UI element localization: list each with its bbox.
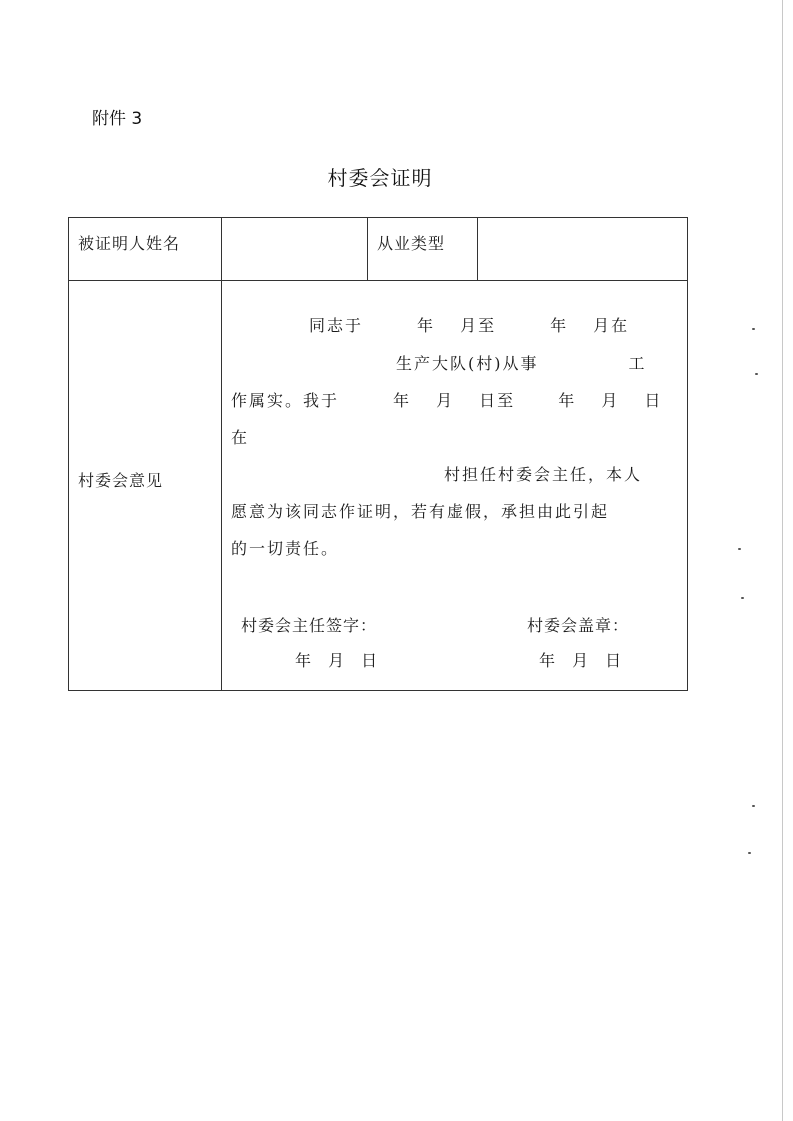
statement-line-7: 的一切责任。: [231, 539, 340, 558]
seal-date: 年 月 日: [539, 651, 628, 670]
statement-line-1: 同志于 年 月至 年 月在: [309, 316, 630, 335]
label-column-divider: [221, 218, 222, 690]
scan-speck: [748, 852, 751, 854]
subject-name-label: 被证明人姓名: [78, 234, 181, 253]
page-edge-line: [782, 0, 783, 1121]
attachment-label: 附件 3: [92, 109, 143, 129]
scan-speck: [741, 597, 744, 599]
director-signature-label: 村委会主任签字：: [241, 616, 378, 635]
scan-speck: [752, 805, 755, 807]
statement-line-6: 愿意为该同志作证明，若有虚假，承担由此引起: [231, 502, 610, 521]
village-committee-opinion-label: 村委会意见: [78, 471, 164, 490]
job-type-label: 从业类型: [377, 234, 446, 253]
row1-divider-b: [477, 218, 478, 280]
statement-line-4: 在: [231, 428, 250, 447]
row1-divider-a: [367, 218, 368, 280]
statement-line-2: 生产大队(村)从事 工: [396, 354, 647, 373]
document-title: 村委会证明: [327, 166, 433, 190]
committee-seal-label: 村委会盖章：: [527, 616, 630, 635]
statement-line-3: 作属实。我于 年 月 日至 年 月 日: [231, 391, 663, 410]
signature-date: 年 月 日: [295, 651, 384, 670]
scan-speck: [738, 548, 741, 550]
scan-speck: [752, 328, 755, 330]
certificate-form-table: [68, 217, 688, 691]
scan-speck: [755, 373, 758, 375]
row-divider: [69, 280, 687, 281]
statement-line-5: 村担任村委会主任，本人: [444, 465, 643, 484]
